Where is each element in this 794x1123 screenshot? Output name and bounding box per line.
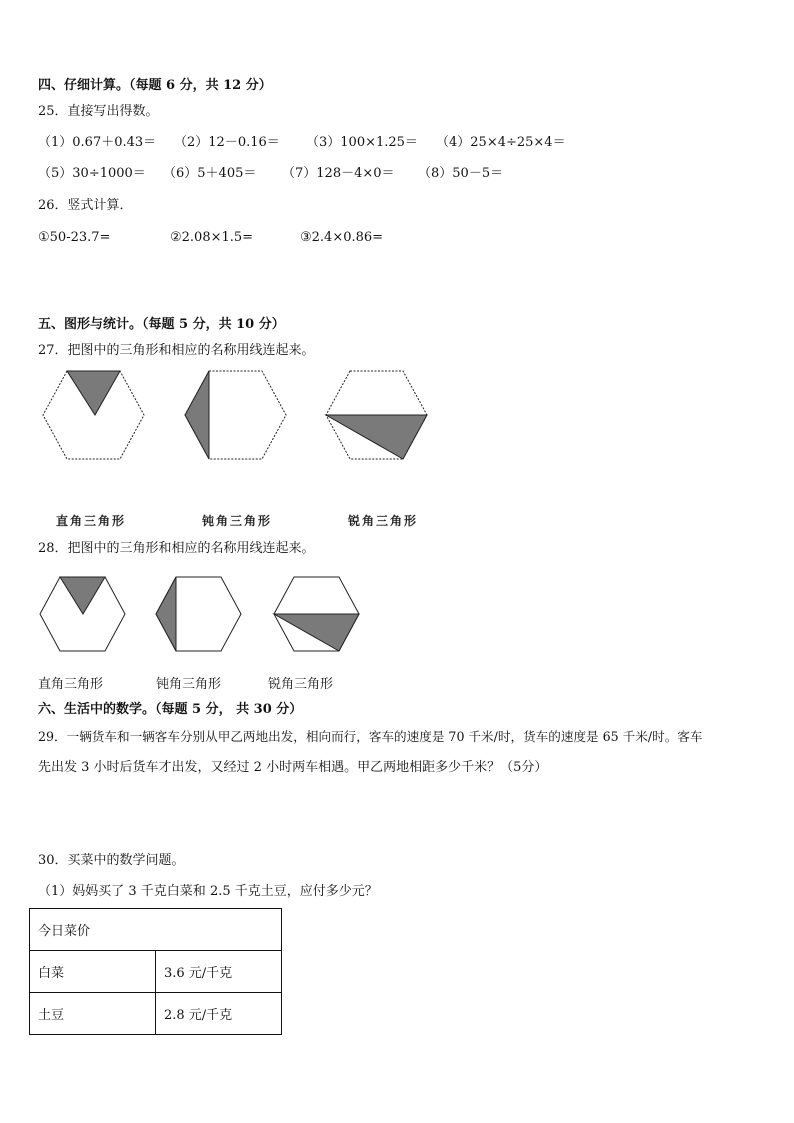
q27-label-right: 直角三角形	[56, 514, 127, 528]
q29-line-2: 先出发 3 小时后货车才出发，又经过 2 小时两车相遇。甲乙两地相距多少千米？（5分）	[38, 760, 548, 775]
section4-title: 四、仔细计算。（每题 6 分，共 12 分）	[38, 78, 272, 93]
q26-item-3: ③2.4×0.86=	[300, 230, 384, 245]
q27-stem: 27．把图中的三角形和相应的名称用线连起来。	[38, 343, 315, 358]
table-cell-item: 土豆	[30, 993, 156, 1035]
q28-hexagon-right-triangle	[38, 575, 128, 653]
table-row	[30, 951, 282, 993]
q25-item-7: （7）128－4×0＝	[282, 166, 395, 181]
price-table	[29, 908, 282, 1035]
q25-item-4: （4）25×4÷25×4＝	[436, 135, 566, 150]
q29-line-1: 29．一辆货车和一辆客车分别从甲乙两地出发，相向而行，客车的速度是 70 千米/时，货车的速度是 65 千米/时。客车	[38, 729, 703, 744]
q26-stem: 26．竖式计算．	[38, 198, 133, 213]
price-table-header: 今日菜价	[30, 909, 282, 951]
q25-item-5: （5）30÷1000＝	[38, 166, 146, 181]
q27-label-acute: 锐角三角形	[348, 514, 419, 528]
q25-item-8: （8）50－5＝	[418, 166, 504, 181]
q30-stem: 30．买菜中的数学问题。	[38, 853, 185, 868]
q26-item-2: ②2.08×1.5=	[170, 230, 254, 245]
q28-label-right: 直角三角形	[38, 677, 104, 692]
obtuse-triangle-shape	[185, 371, 209, 459]
q25-item-2: （2）12－0.16＝	[174, 135, 280, 150]
table-cell-price: 3.6 元/千克	[156, 951, 282, 993]
table-cell-item: 白菜	[30, 951, 156, 993]
obtuse-triangle-shape	[156, 577, 176, 651]
section6-title: 六、生活中的数学。（每题 5 分， 共 30 分）	[38, 702, 303, 717]
q25-item-3: （3）100×1.25＝	[306, 135, 418, 150]
q26-item-1: ①50-23.7=	[38, 230, 111, 245]
section5-title: 五、图形与统计。（每题 5 分，共 10 分）	[38, 317, 285, 332]
q25-stem: 25．直接写出得数。	[38, 104, 159, 119]
q28-hexagon-acute-triangle	[272, 575, 362, 653]
q27-label-obtuse: 钝角三角形	[202, 514, 273, 528]
q28-stem: 28．把图中的三角形和相应的名称用线连起来。	[38, 541, 315, 556]
q28-label-acute: 锐角三角形	[268, 677, 334, 692]
q27-hexagon-right-triangle	[40, 368, 150, 462]
q25-item-1: （1）0.67＋0.43＝	[38, 135, 157, 150]
q25-item-6: （6）5＋405＝	[163, 166, 257, 181]
q28-label-obtuse: 钝角三角形	[156, 677, 222, 692]
q27-hexagon-obtuse-triangle	[182, 368, 292, 462]
q27-hexagon-acute-triangle	[323, 368, 433, 462]
table-row	[30, 993, 282, 1035]
table-cell-price: 2.8 元/千克	[156, 993, 282, 1035]
q30-sub1: （1）妈妈买了 3 千克白菜和 2.5 千克土豆，应付多少元？	[38, 884, 378, 899]
table-row	[30, 909, 282, 951]
q28-hexagon-obtuse-triangle	[154, 575, 244, 653]
